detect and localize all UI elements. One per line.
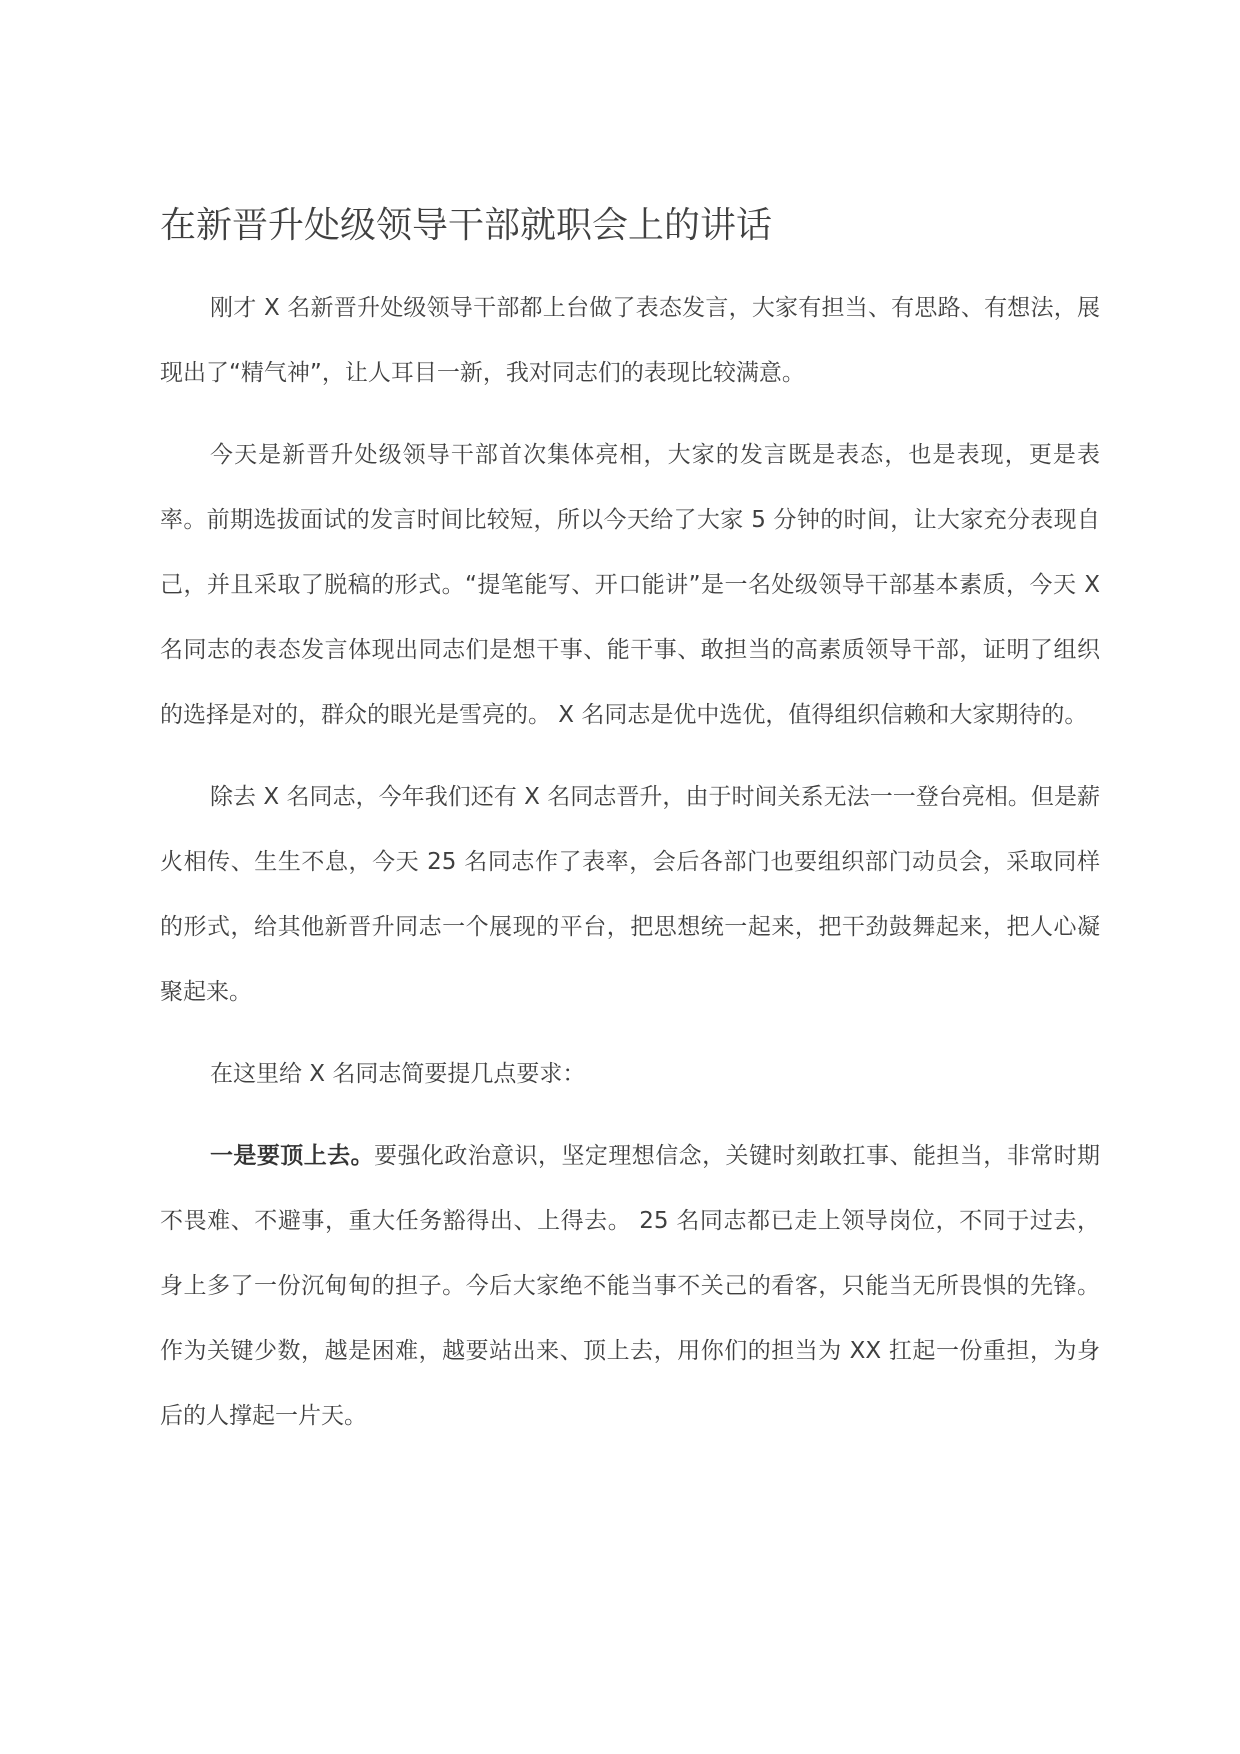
- paragraph-requirements-intro: 在这里给 X 名同志简要提几点要求：: [210, 1061, 586, 1087]
- paragraph-requirement-one: [160, 1124, 1100, 1449]
- document-body: [160, 276, 1100, 1466]
- document-title: 在新晋升处级领导干部就职会上的讲话: [160, 205, 773, 246]
- paragraph-first-appearance: 今天是新晋升处级领导干部首次集体亮相，大家的发言既是表态，也是表现，更是表率。前期选拔面试的发言时间比较短，所以今天给了大家 5 分钟的时间，让大家充分表现自己，并且采取了脱稿的形式。“提笔能写、开口能讲”是一名处级领导干部基本素质，今天 X 名同志的表态发言体现出同志们是想干事、能干事、敢担当的高素质领导干部，证明了组织的选择是对的，群众的眼光是雪亮的。 X 名同志是优中选优，值得组织信赖和大家期待的。: [160, 442, 1100, 728]
- requirement-one-text: 要强化政治意识，坚定理想信念，关键时刻敢扛事、能担当，非常时期不畏难、不避事，重大任务豁得出、上得去。 25 名同志都已走上领导岗位，不同于过去，身上多了一份沉甸甸的担子。今后大家绝不能当事不关己的看客，只能当无所畏惧的先锋。作为关键少数，越是困难，越要站出来、顶上去，用你们的担当为 XX 扛起一份重担，为身后的人撑起一片天。: [160, 1143, 1101, 1429]
- requirement-one-heading: 一是要顶上去。: [210, 1143, 375, 1169]
- paragraph-opening: 刚才 X 名新晋升处级领导干部都上台做了表态发言，大家有担当、有思路、有想法，展现出了“精气神”，让人耳目一新，我对同志们的表现比较满意。: [160, 295, 1100, 386]
- paragraph-other-promotions: 除去 X 名同志，今年我们还有 X 名同志晋升，由于时间关系无法一一登台亮相。但是薪火相传、生生不息，今天 25 名同志作了表率，会后各部门也要组织部门动员会，采取同样的形式，给其他新晋升同志一个展现的平台，把思想统一起来，把干劲鼓舞起来，把人心凝聚起来。: [160, 784, 1100, 1005]
